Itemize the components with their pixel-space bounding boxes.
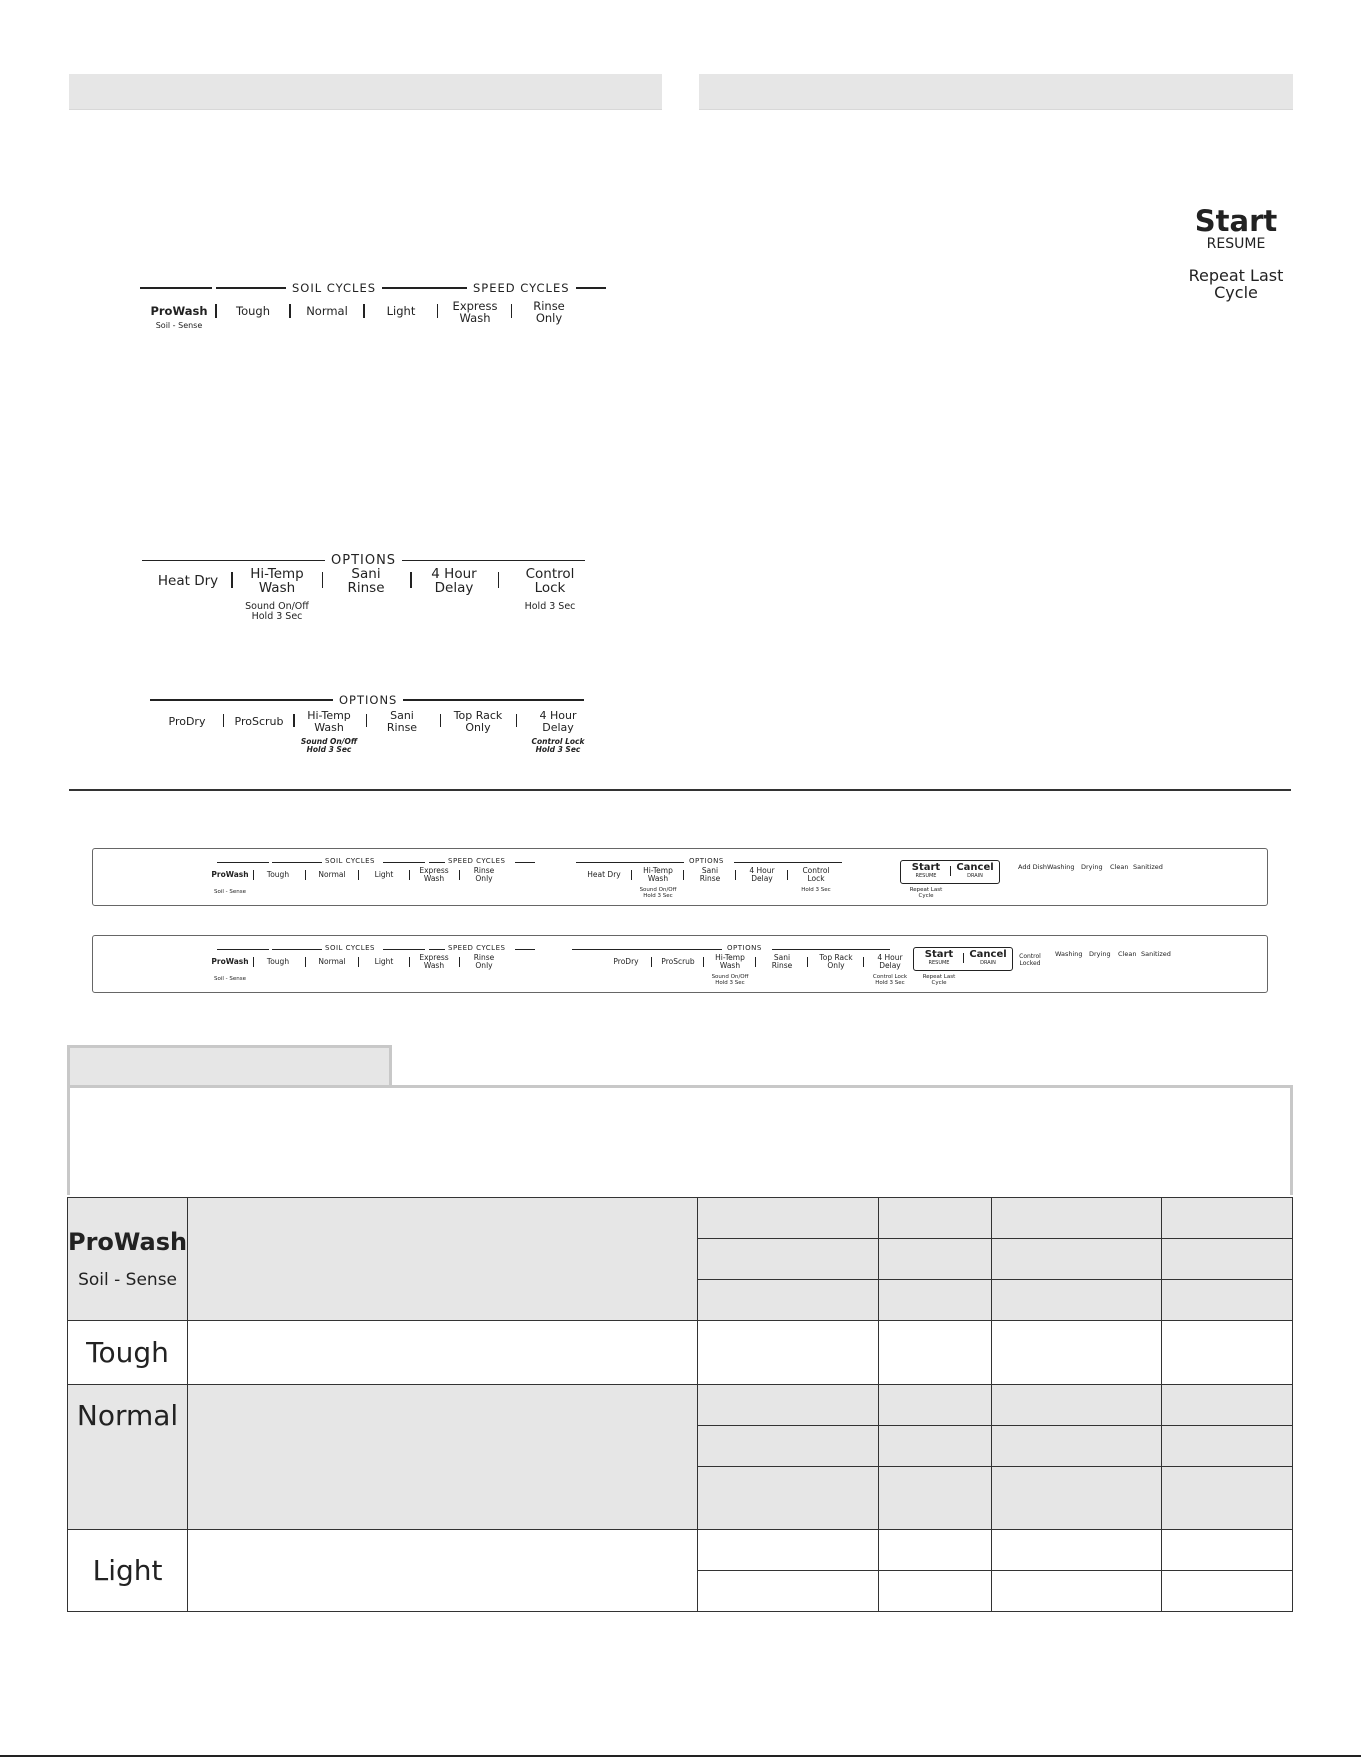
prodry-button[interactable]: ProDry bbox=[613, 957, 639, 966]
divider bbox=[631, 870, 632, 880]
sani-rinse-button[interactable]: Sani Rinse bbox=[699, 866, 721, 884]
express-wash-button[interactable]: Express Wash bbox=[452, 299, 498, 326]
divider bbox=[772, 949, 890, 950]
divider bbox=[429, 949, 445, 950]
resume-label: RESUME bbox=[928, 960, 950, 966]
top-rack-only-button[interactable]: Top Rack Only bbox=[453, 709, 503, 734]
status-sanitized: Sanitized bbox=[1141, 950, 1171, 958]
4-hour-delay-button[interactable]: 4 Hour Delay Control Lock Hold 3 Sec bbox=[531, 709, 585, 754]
divider bbox=[950, 866, 951, 876]
table-cell bbox=[1162, 1280, 1293, 1321]
table-cell bbox=[697, 1571, 878, 1612]
table-row bbox=[68, 1198, 1293, 1239]
cycle-name: ProWash bbox=[68, 1228, 188, 1256]
divider bbox=[409, 957, 410, 967]
speed-cycles-title: SPEED CYCLES bbox=[448, 857, 506, 865]
sani-rinse-button[interactable]: Sani Rinse bbox=[771, 953, 793, 971]
sani-rinse-button[interactable]: Sani Rinse bbox=[347, 566, 385, 597]
divider bbox=[429, 862, 445, 863]
table-cell bbox=[879, 1239, 992, 1280]
table-cell bbox=[697, 1467, 878, 1530]
status-washing: Washing bbox=[1047, 863, 1075, 871]
cycle-name-cell bbox=[68, 1385, 188, 1530]
rinse-only-button[interactable]: Rinse Only bbox=[473, 953, 495, 971]
normal-button[interactable]: Normal bbox=[306, 304, 348, 318]
divider bbox=[787, 870, 788, 880]
table-cell bbox=[188, 1385, 698, 1530]
proscrub-button[interactable]: ProScrub bbox=[661, 957, 695, 966]
table-row bbox=[68, 1321, 1293, 1385]
cycle-sub: Soil - Sense bbox=[78, 1270, 178, 1290]
express-wash-button[interactable]: Express Wash bbox=[419, 953, 449, 971]
table-cell bbox=[697, 1280, 878, 1321]
table-cell bbox=[879, 1321, 992, 1385]
table-cell bbox=[1162, 1530, 1293, 1571]
4-hour-delay-button[interactable]: 4 Hour Delay bbox=[749, 866, 775, 884]
table-cell bbox=[879, 1426, 992, 1467]
right-section-header bbox=[699, 74, 1293, 110]
prowash-button[interactable]: ProWash bbox=[211, 870, 249, 879]
hi-temp-wash-button[interactable]: Hi-Temp Wash Sound On/Off Hold 3 Sec bbox=[300, 709, 358, 754]
status-clean: Clean bbox=[1118, 950, 1137, 958]
table-cell bbox=[879, 1385, 992, 1426]
hold-3-sec-label: Hold 3 Sec bbox=[801, 887, 831, 893]
cancel-button[interactable]: Cancel bbox=[969, 949, 1007, 960]
divider bbox=[735, 870, 736, 880]
control-locked-label: Control Locked bbox=[1019, 953, 1041, 967]
table-cell bbox=[697, 1426, 878, 1467]
divider bbox=[515, 862, 535, 863]
table-cell bbox=[991, 1198, 1162, 1239]
divider bbox=[807, 957, 808, 967]
hi-temp-wash-button[interactable]: Hi-Temp Wash bbox=[643, 866, 673, 884]
table-cell bbox=[697, 1198, 878, 1239]
divider bbox=[358, 957, 359, 967]
normal-button[interactable]: Normal bbox=[318, 870, 346, 879]
divider bbox=[358, 870, 359, 880]
cycle-name: Light bbox=[92, 1554, 163, 1587]
divider bbox=[272, 862, 322, 863]
table-cell bbox=[991, 1571, 1162, 1612]
sound-hold-label: Sound On/Off Hold 3 Sec bbox=[711, 974, 749, 987]
left-section-header bbox=[69, 74, 662, 110]
divider bbox=[459, 870, 460, 880]
hi-temp-wash-button[interactable]: Hi-Temp Wash Sound On/Off Hold 3 Sec bbox=[245, 566, 309, 623]
normal-button[interactable]: Normal bbox=[318, 957, 346, 966]
light-button[interactable]: Light bbox=[386, 304, 416, 318]
cycle-table bbox=[67, 1197, 1293, 1612]
section-divider bbox=[69, 789, 1291, 791]
table-cell bbox=[879, 1280, 992, 1321]
table-cell bbox=[991, 1239, 1162, 1280]
divider bbox=[409, 870, 410, 880]
divider bbox=[440, 714, 441, 727]
rinse-only-button[interactable]: Rinse Only bbox=[473, 866, 495, 884]
table-cell bbox=[879, 1467, 992, 1530]
light-button[interactable]: Light bbox=[374, 957, 394, 966]
divider bbox=[515, 949, 535, 950]
divider bbox=[223, 714, 224, 727]
table-cell bbox=[1162, 1198, 1293, 1239]
divider bbox=[734, 862, 842, 863]
drain-label: DRAIN bbox=[980, 960, 996, 966]
soil-cycles-title: SOIL CYCLES bbox=[325, 857, 375, 865]
table-cell bbox=[991, 1426, 1162, 1467]
table-cell bbox=[1162, 1321, 1293, 1385]
control-panel-strip-2 bbox=[92, 935, 1268, 993]
divider bbox=[651, 957, 652, 967]
divider bbox=[511, 304, 512, 318]
divider bbox=[272, 949, 322, 950]
table-cell bbox=[697, 1385, 878, 1426]
table-cell bbox=[188, 1321, 698, 1385]
options-title: OPTIONS bbox=[727, 944, 762, 952]
soil-cycles-title: SOIL CYCLES bbox=[292, 281, 377, 295]
options-title: OPTIONS bbox=[689, 857, 724, 865]
table-cell bbox=[697, 1239, 878, 1280]
hi-temp-wash-button[interactable]: Hi-Temp Wash bbox=[715, 953, 745, 971]
4-hour-delay-button[interactable]: 4 Hour Delay bbox=[877, 953, 903, 971]
divider bbox=[217, 949, 269, 950]
table-cell bbox=[188, 1530, 698, 1612]
tough-button[interactable]: Tough bbox=[266, 870, 290, 879]
status-drying: Drying bbox=[1089, 950, 1111, 958]
table-cell bbox=[879, 1198, 992, 1239]
cycle-name-cell bbox=[68, 1530, 188, 1612]
cycle-name: Normal bbox=[76, 1399, 179, 1432]
divider bbox=[305, 957, 306, 967]
table-cell bbox=[991, 1530, 1162, 1571]
divider bbox=[231, 572, 233, 588]
divider bbox=[366, 714, 367, 727]
prowash-button[interactable]: ProWash bbox=[211, 957, 249, 966]
divider bbox=[437, 304, 438, 318]
table-cell bbox=[991, 1385, 1162, 1426]
divider bbox=[383, 862, 425, 863]
footer-rule bbox=[0, 1755, 1361, 1757]
table-cell bbox=[879, 1571, 992, 1612]
repeat-last-cycle-label: Repeat Last Cycle bbox=[1188, 266, 1284, 302]
sound-hold-label: Sound On/Off Hold 3 Sec bbox=[639, 887, 677, 900]
table-row bbox=[68, 1385, 1293, 1426]
resume-label: RESUME bbox=[915, 873, 937, 879]
divider bbox=[576, 862, 684, 863]
control-panel-strip-1 bbox=[92, 848, 1268, 906]
table-tab bbox=[67, 1045, 392, 1087]
cancel-button[interactable]: Cancel bbox=[956, 862, 994, 873]
divider bbox=[572, 949, 722, 950]
start-button[interactable]: Start bbox=[911, 862, 941, 873]
divider bbox=[459, 957, 460, 967]
control-lock-hold-label: Control Lock Hold 3 Sec bbox=[872, 974, 908, 987]
prowash-button[interactable]: ProWash Soil - Sense bbox=[150, 304, 208, 331]
soil-cycles-title: SOIL CYCLES bbox=[325, 944, 375, 952]
speed-cycles-title: SPEED CYCLES bbox=[473, 281, 570, 295]
heat-dry-button[interactable]: Heat Dry bbox=[587, 870, 621, 879]
soil-sense-label: Soil - Sense bbox=[213, 976, 246, 982]
table-cell bbox=[879, 1530, 992, 1571]
soil-sense-label: Soil - Sense bbox=[213, 889, 246, 895]
divider bbox=[683, 870, 684, 880]
table-cell bbox=[991, 1280, 1162, 1321]
rinse-only-button[interactable]: Rinse Only bbox=[533, 299, 565, 326]
divider bbox=[383, 949, 425, 950]
divider bbox=[305, 870, 306, 880]
table-cell bbox=[991, 1467, 1162, 1530]
sani-rinse-button[interactable]: Sani Rinse bbox=[386, 709, 418, 734]
drain-label: DRAIN bbox=[967, 873, 983, 879]
control-lock-button[interactable]: Control Lock bbox=[802, 866, 830, 884]
divider bbox=[963, 953, 964, 963]
divider bbox=[322, 572, 323, 588]
status-add-dish: Add Dish bbox=[1018, 863, 1047, 871]
divider bbox=[498, 572, 499, 588]
repeat-last-cycle-label: Repeat Last Cycle bbox=[922, 974, 956, 987]
divider bbox=[516, 714, 517, 727]
divider bbox=[289, 304, 291, 318]
divider bbox=[755, 957, 756, 967]
resume-label: RESUME bbox=[1206, 236, 1266, 252]
status-drying: Drying bbox=[1081, 863, 1103, 871]
proscrub-button[interactable]: ProScrub bbox=[234, 715, 284, 728]
express-wash-button[interactable]: Express Wash bbox=[419, 866, 449, 884]
table-row bbox=[68, 1530, 1293, 1571]
divider bbox=[253, 957, 254, 967]
4-hour-delay-button[interactable]: 4 Hour Delay bbox=[431, 566, 477, 597]
status-sanitized: Sanitized bbox=[1133, 863, 1163, 871]
top-rack-only-button[interactable]: Top Rack Only bbox=[819, 953, 853, 971]
divider bbox=[410, 572, 412, 588]
control-lock-button[interactable]: Control Lock Hold 3 Sec bbox=[524, 566, 576, 613]
table-cell bbox=[1162, 1385, 1293, 1426]
tough-button[interactable]: Tough bbox=[236, 304, 270, 318]
divider bbox=[363, 304, 365, 318]
speed-cycles-title: SPEED CYCLES bbox=[448, 944, 506, 952]
table-cell bbox=[1162, 1239, 1293, 1280]
options-title: OPTIONS bbox=[339, 693, 398, 707]
start-button-label[interactable]: Start bbox=[1194, 204, 1278, 238]
divider bbox=[253, 870, 254, 880]
start-button[interactable]: Start bbox=[924, 949, 954, 960]
table-header-frame bbox=[67, 1085, 1293, 1195]
table-cell bbox=[188, 1198, 698, 1321]
cycle-name-cell bbox=[68, 1198, 188, 1321]
prodry-button[interactable]: ProDry bbox=[168, 715, 206, 728]
table-cell bbox=[697, 1530, 878, 1571]
table-cell bbox=[1162, 1571, 1293, 1612]
table-cell bbox=[991, 1321, 1162, 1385]
divider bbox=[703, 957, 704, 967]
repeat-last-cycle-label: Repeat Last Cycle bbox=[909, 887, 943, 900]
table-cell bbox=[1162, 1467, 1293, 1530]
divider bbox=[863, 957, 864, 967]
table-cell bbox=[1162, 1426, 1293, 1467]
light-button[interactable]: Light bbox=[374, 870, 394, 879]
cycle-name-cell bbox=[68, 1321, 188, 1385]
options-title: OPTIONS bbox=[331, 553, 397, 568]
divider bbox=[217, 862, 269, 863]
table-cell bbox=[697, 1321, 878, 1385]
tough-button[interactable]: Tough bbox=[266, 957, 290, 966]
divider bbox=[215, 304, 217, 318]
heat-dry-button[interactable]: Heat Dry bbox=[157, 573, 219, 589]
cycle-name: Tough bbox=[86, 1336, 169, 1369]
status-clean: Clean bbox=[1110, 863, 1129, 871]
status-washing: Washing bbox=[1055, 950, 1083, 958]
